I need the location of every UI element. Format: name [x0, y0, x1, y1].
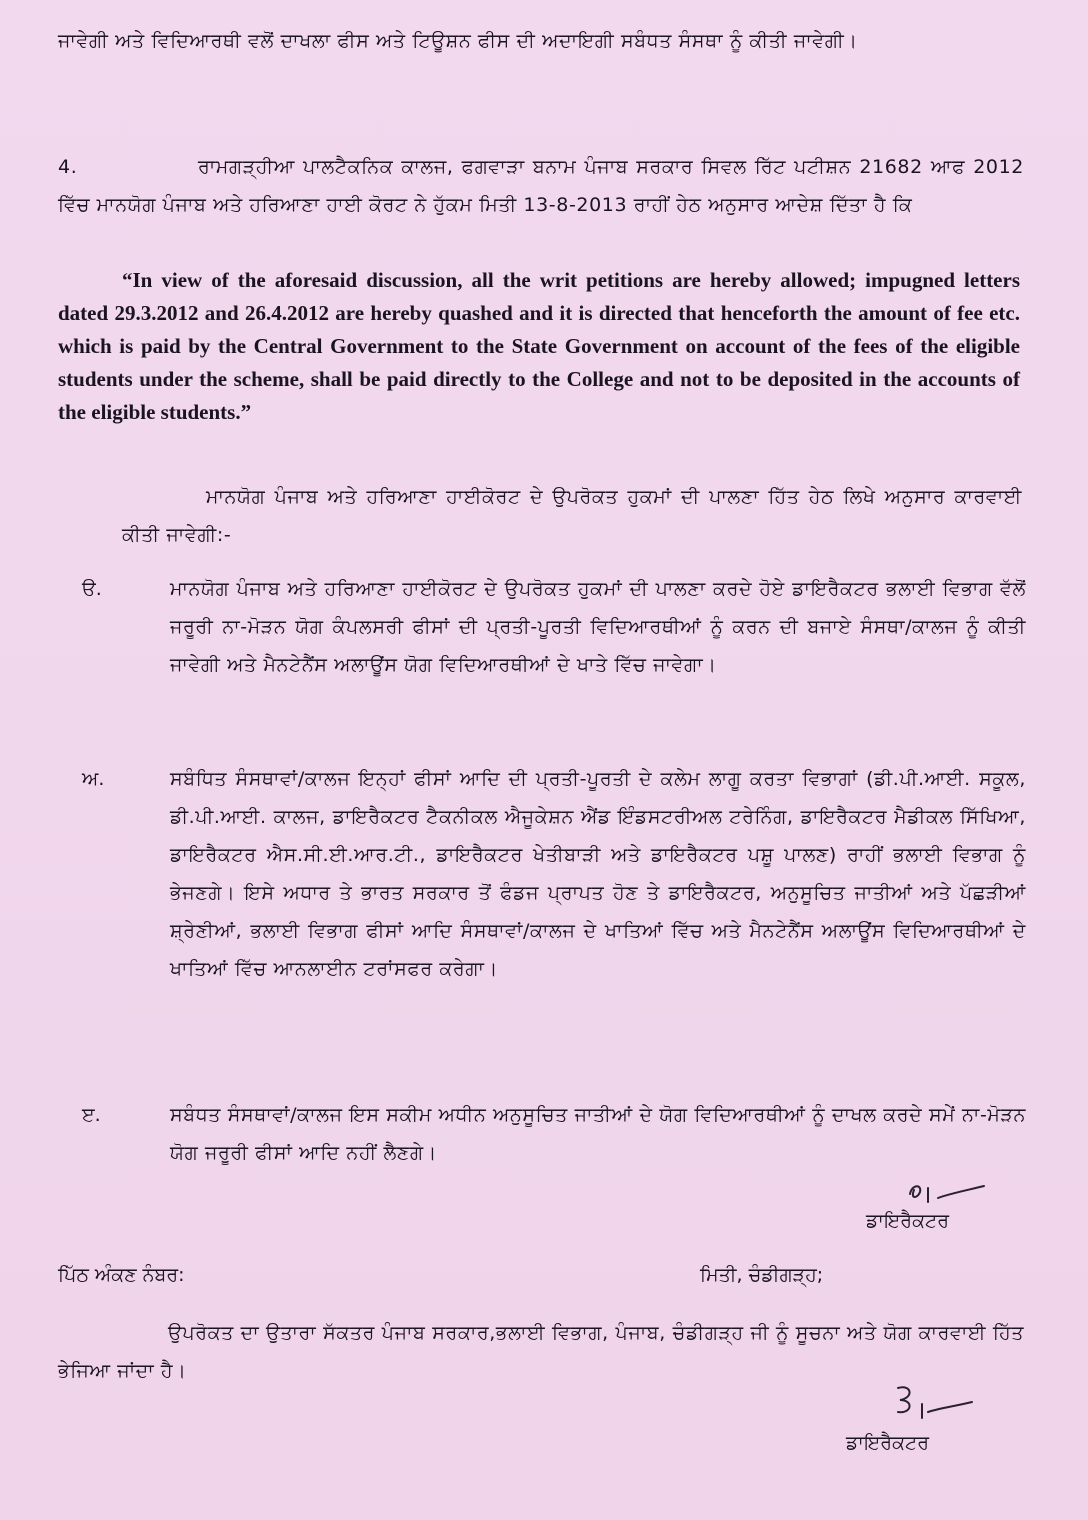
- list-item-text: ਮਾਨਯੋਗ ਪੰਜਾਬ ਅਤੇ ਹਰਿਆਣਾ ਹਾਈਕੋਰਟ ਦੇ ਉਪਰੋਕਤ ਹੁਕਮਾਂ ਦੀ ਪਾਲਣਾ ਕਰਦੇ ਹੋਏ ਡਾਇਰੈਕਟਰ ਭਲਾਈ ਵਿਭਾਗ ਵੱਲੋਂ ਜਰੂਰੀ ਨਾ-ਮੋੜਨ ਯੋਗ ਕੰਪਲਸਰੀ ਫੀਸਾਂ ਦੀ ਪ੍ਰਤੀ-ਪੂਰਤੀ ਵਿਦਿਆਰਥੀਆਂ ਨੂੰ ਕਰਨ ਦੀ ਬਜਾਏ ਸੰਸਥਾ/ਕਾਲਜ ਨੂੰ ਕੀਤੀ ਜਾਵੇਗੀ ਅਤੇ ਮੈਨਟੇਨੈਂਸ ਅਲਾਊਂਸ ਯੋਗ ਵਿਦਿਆਰਥੀਆਂ ਦੇ ਖਾਤੇ ਵਿੱਚ ਜਾਵੇਗਾ।: [170, 578, 1026, 676]
- court-order-quote: “In view of the aforesaid discussion, all the writ petitions are hereby allowed; impugned letters dated 29.3.2012 and 26.4.2012 are hereby quashed and it is directed that henceforth the amount of fee etc. which is paid by the Central Government to the State Government on account of the fees of the eligible students under the scheme, shall be paid directly to the College and not to be deposited in the accounts of the eligible students.”: [58, 268, 1020, 424]
- list-item-text: ਸਬੰਧਿਤ ਸੰਸਥਾਵਾਂ/ਕਾਲਜ ਇਨ੍ਹਾਂ ਫੀਸਾਂ ਆਦਿ ਦੀ ਪ੍ਰਤੀ-ਪੂਰਤੀ ਦੇ ਕਲੇਮ ਲਾਗੂ ਕਰਤਾ ਵਿਭਾਗਾਂ (ਡੀ.ਪੀ.ਆਈ. ਸਕੂਲ, ਡੀ.ਪੀ.ਆਈ. ਕਾਲਜ, ਡਾਇਰੈਕਟਰ ਟੈਕਨੀਕਲ ਐਜੂਕੇਸ਼ਨ ਐਂਡ ਇੰਡਸਟਰੀਅਲ ਟਰੇਨਿੰਗ, ਡਾਇਰੈਕਟਰ ਮੈਡੀਕਲ ਸਿੱਖਿਆ, ਡਾਇਰੈਕਟਰ ਐਸ.ਸੀ.ਈ.ਆਰ.ਟੀ., ਡਾਇਰੈਕਟਰ ਖੇਤੀਬਾੜੀ ਅਤੇ ਡਾਇਰੈਕਟਰ ਪਸ਼ੂ ਪਾਲਣ) ਰਾਹੀਂ ਭਲਾਈ ਵਿਭਾਗ ਨੂੰ ਭੇਜਣਗੇ। ਇਸੇ ਅਧਾਰ ਤੇ ਭਾਰਤ ਸਰਕਾਰ ਤੋਂ ਫੰਡਜ ਪ੍ਰਾਪਤ ਹੋਣ ਤੇ ਡਾਇਰੈਕਟਰ, ਅਨੁਸੂਚਿਤ ਜਾਤੀਆਂ ਅਤੇ ਪੱਛੜੀਆਂ ਸ਼੍ਰੇਣੀਆਂ, ਭਲਾਈ ਵਿਭਾਗ ਫੀਸਾਂ ਆਦਿ ਸੰਸਥਾਵਾਂ/ਕਾਲਜ ਦੇ ਖਾਤਿਆਂ ਵਿੱਚ ਅਤੇ ਮੈਨਟੇਨੈਂਸ ਅਲਾਊਂਸ ਵਿਦਿਆਰਥੀਆਂ ਦੇ ਖਾਤਿਆਂ ਵਿੱਚ ਆਨਲਾਈਨ ਟਰਾਂਸਫਰ ਕਰੇਗਾ।: [170, 768, 1026, 980]
- paragraph-4-text: ਰਾਮਗੜ੍ਹੀਆ ਪਾਲਟੈਕਨਿਕ ਕਾਲਜ, ਫਗਵਾੜਾ ਬਨਾਮ ਪੰਜਾਬ ਸਰਕਾਰ ਸਿਵਲ ਰਿੱਟ ਪਟੀਸ਼ਨ 21682 ਆਫ 2012 ਵਿੱਚ ਮਾਨਯੋਗ ਪੰਜਾਬ ਅਤੇ ਹਰਿਆਣਾ ਹਾਈ ਕੋਰਟ ਨੇ ਹੁੱਕਮ ਮਿਤੀ 13-8-2013 ਰਾਹੀਂ ਹੇਠ ਅਨੁਸਾਰ ਆਦੇਸ਼ ਦਿੱਤਾ ਹੈ ਕਿ: [58, 156, 1024, 216]
- signature-1-title: ਡਾਇਰੈਕਟਰ: [866, 1210, 949, 1232]
- handwritten-signature-2: [888, 1378, 978, 1432]
- paragraph-4-number: 4.: [58, 156, 78, 178]
- endorsement-number-label: ਪਿੱਠ ਅੰਕਣ ਨੰਬਰ:: [58, 1264, 185, 1286]
- list-item-marker: ੲ.: [82, 1104, 101, 1126]
- date-place: ਮਿਤੀ, ਚੰਡੀਗੜ੍ਹ;: [700, 1264, 824, 1286]
- signature-2-title: ਡਾਇਰੈਕਟਰ: [846, 1432, 929, 1454]
- copy-paragraph: ਉਪਰੋਕਤ ਦਾ ਉਤਾਰਾ ਸੱਕਤਰ ਪੰਜਾਬ ਸਰਕਾਰ,ਭਲਾਈ ਵਿਭਾਗ, ਪੰਜਾਬ, ਚੰਡੀਗੜ੍ਹ ਜੀ ਨੂੰ ਸੂਚਨਾ ਅਤੇ ਯੋਗ ਕਾਰਵਾਈ ਹਿੱਤ ਭੇਜਿਆ ਜਾਂਦਾ ਹੈ।: [58, 1322, 1024, 1382]
- list-item-marker: ਅ.: [82, 768, 105, 790]
- list-item-marker: ੳ.: [82, 578, 102, 600]
- paragraph-5: ਮਾਨਯੋਗ ਪੰਜਾਬ ਅਤੇ ਹਰਿਆਣਾ ਹਾਈਕੋਰਟ ਦੇ ਉਪਰੋਕਤ ਹੁਕਮਾਂ ਦੀ ਪਾਲਣਾ ਹਿੱਤ ਹੇਠ ਲਿਖੇ ਅਨੁਸਾਰ ਕਾਰਵਾਈ ਕੀਤੀ ਜਾਵੇਗੀ:-: [122, 486, 1022, 546]
- paragraph-continuation: ਜਾਵੇਗੀ ਅਤੇ ਵਿਦਿਆਰਥੀ ਵਲੋਂ ਦਾਖਲਾ ਫੀਸ ਅਤੇ ਟਿਊਸ਼ਨ ਫੀਸ ਦੀ ਅਦਾਇਗੀ ਸਬੰਧਤ ਸੰਸਥਾ ਨੂੰ ਕੀਤੀ ਜਾਵੇਗੀ।: [58, 30, 858, 52]
- list-item-text: ਸਬੰਧਤ ਸੰਸਥਾਵਾਂ/ਕਾਲਜ ਇਸ ਸਕੀਮ ਅਧੀਨ ਅਨੁਸੂਚਿਤ ਜਾਤੀਆਂ ਦੇ ਯੋਗ ਵਿਦਿਆਰਥੀਆਂ ਨੂੰ ਦਾਖਲ ਕਰਦੇ ਸਮੇਂ ਨਾ-ਮੋੜਨ ਯੋਗ ਜਰੂਰੀ ਫੀਸਾਂ ਆਦਿ ਨਹੀਂ ਲੈਣਗੇ।: [170, 1104, 1026, 1164]
